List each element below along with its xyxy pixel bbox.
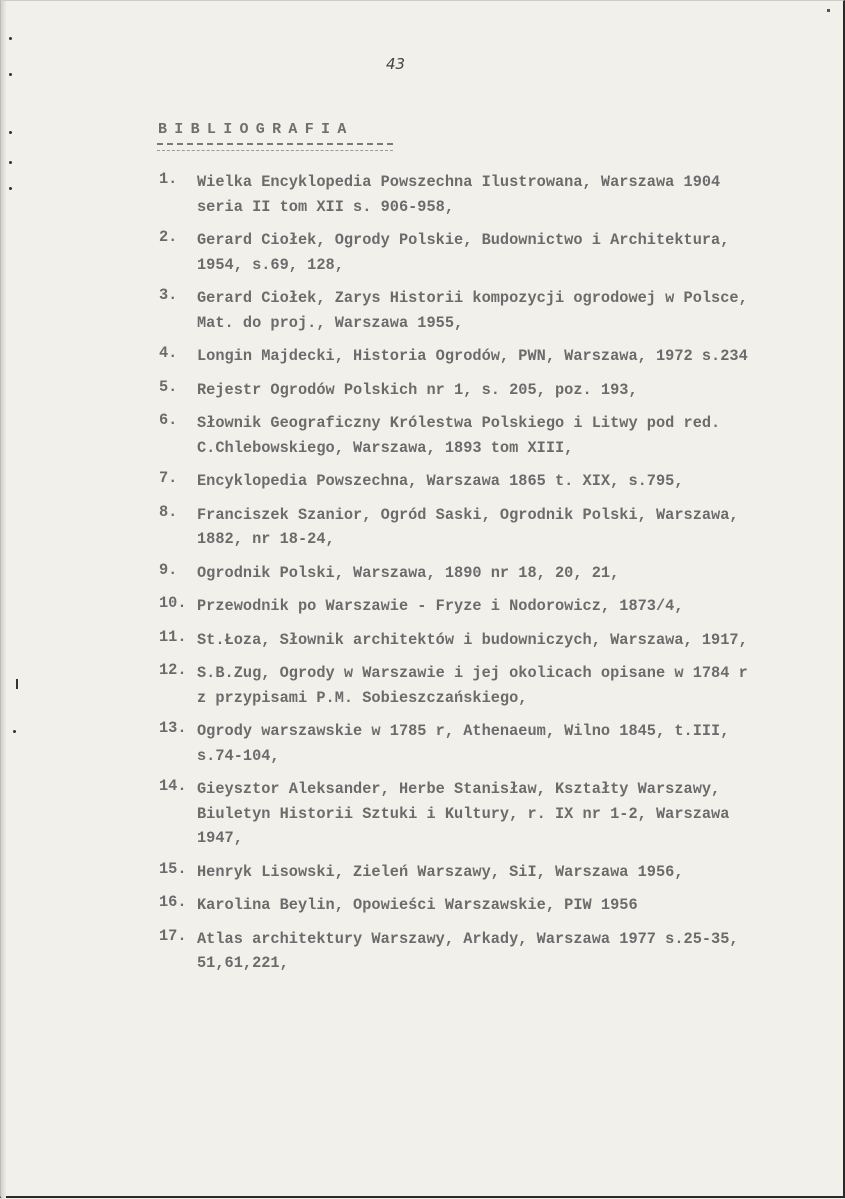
corner-mark: [827, 9, 830, 12]
entry-text-line: S.B.Zug, Ogrody w Warszawie i jej okolicach opisane w 1784 r: [197, 664, 748, 682]
entry-text-line: Mat. do proj., Warszawa 1955,: [197, 313, 464, 332]
bibliography-entry: [159, 777, 829, 851]
title-underline: [157, 143, 393, 151]
bibliography-entry: [159, 503, 829, 552]
entry-number: 3.: [159, 286, 178, 304]
entry-number: 16.: [159, 893, 187, 911]
entry-text-line: 51,61,221,: [197, 954, 289, 972]
bibliography-entry: [159, 927, 829, 976]
bibliography-entry: [159, 286, 829, 335]
entry-text-line: 1947,: [197, 829, 243, 847]
entry-text-line: Longin Majdecki, Historia Ogrodów, PWN, Warszawa, 1972 s.234: [197, 347, 748, 365]
entry-text-line: Encyklopedia Powszechna, Warszawa 1865 t. XIX, s.795,: [197, 472, 684, 490]
bibliography-list: [159, 170, 829, 985]
bibliography-entry: [159, 228, 829, 277]
entry-text-line: Gerard Ciołek, Ogrody Polskie, Budownictwo i Architektura,: [197, 231, 730, 249]
margin-mark: [9, 187, 12, 190]
entry-number: 1.: [159, 170, 178, 188]
entry-text-line: Franciszek Szanior, Ogród Saski, Ogrodnik Polski, Warszawa,: [197, 505, 739, 524]
entry-text-line: Henryk Lisowski, Zieleń Warszawy, SiI, Warszawa 1956,: [197, 862, 684, 881]
entry-text-line: z przypisami P.M. Sobieszczańskiego,: [197, 688, 528, 707]
entry-text-line: Gieysztor Aleksander, Herbe Stanisław, Kształty Warszawy,: [197, 780, 721, 798]
entry-text-line: Wielka Encyklopedia Powszechna Ilustrowana, Warszawa 1904: [197, 173, 721, 191]
bibliography-entry: [159, 594, 829, 619]
entry-text-line: 1954, s.69, 128,: [197, 255, 344, 274]
bibliography-entry: [159, 378, 829, 403]
entry-number: 2.: [159, 228, 178, 246]
entry-number: 14.: [159, 777, 187, 795]
margin-mark: [9, 37, 12, 40]
margin-mark: [16, 679, 18, 689]
entry-number: 8.: [159, 502, 178, 521]
margin-mark: [9, 73, 12, 76]
bibliography-entry: [159, 561, 829, 586]
entry-text-line: seria II tom XII s. 906-958,: [197, 197, 455, 216]
entry-text-line: Ogrody warszawskie w 1785 r, Athenaeum, Wilno 1845, t.III,: [197, 722, 730, 740]
entry-number: 5.: [159, 377, 178, 396]
page-number: 43: [386, 55, 406, 73]
entry-number: 4.: [159, 344, 178, 362]
entry-number: 10.: [159, 594, 187, 612]
margin-mark: [9, 161, 12, 164]
bibliography-entry: [159, 719, 829, 768]
entry-text-line: Gerard Ciołek, Zarys Historii kompozycji ogrodowej w Polsce,: [197, 289, 748, 307]
margin-mark: [9, 131, 12, 134]
bibliography-entry: [159, 661, 829, 710]
entry-number: 15.: [159, 859, 187, 878]
bibliography-entry: [159, 860, 829, 885]
entry-text-line: Przewodnik po Warszawie - Fryze i Nodorowicz, 1873/4,: [197, 597, 684, 615]
entry-number: 11.: [159, 627, 187, 646]
margin-mark: [13, 730, 16, 733]
bibliography-entry: [159, 628, 829, 653]
entry-text-line: Słownik Geograficzny Królestwa Polskiego i Litwy pod red.: [197, 414, 721, 432]
bibliography-entry: [159, 893, 829, 918]
bibliography-entry: [159, 170, 829, 219]
entry-text-line: St.Łoza, Słownik architektów i budowniczych, Warszawa, 1917,: [197, 630, 748, 649]
entry-text-line: Rejestr Ogrodów Polskich nr 1, s. 205, poz. 193,: [197, 380, 638, 399]
entry-text-line: Biuletyn Historii Sztuki i Kultury, r. IX nr 1-2, Warszawa: [197, 804, 730, 823]
entry-text-line: s.74-104,: [197, 746, 280, 765]
entry-text-line: Atlas architektury Warszawy, Arkady, Warszawa 1977 s.25-35,: [197, 929, 739, 948]
entry-text-line: 1882, nr 18-24,: [197, 530, 335, 548]
bibliography-entry: [159, 469, 829, 494]
entry-number: 6.: [159, 411, 178, 429]
entry-text-line: Ogrodnik Polski, Warszawa, 1890 nr 18, 20, 21,: [197, 563, 620, 582]
bibliography-entry: [159, 411, 829, 460]
entry-number: 9.: [159, 560, 178, 579]
entry-number: 12.: [159, 661, 187, 679]
entry-number: 7.: [159, 469, 178, 487]
bibliography-entry: [159, 344, 829, 369]
entry-number: 17.: [159, 926, 187, 945]
entry-text-line: C.Chlebowskiego, Warszawa, 1893 tom XIII,: [197, 438, 574, 457]
entry-number: 13.: [159, 719, 187, 737]
entry-text-line: Karolina Beylin, Opowieści Warszawskie, PIW 1956: [197, 896, 638, 914]
page-title: BIBLIOGRAFIA: [158, 121, 354, 138]
scan-edge: [1, 1, 6, 1199]
